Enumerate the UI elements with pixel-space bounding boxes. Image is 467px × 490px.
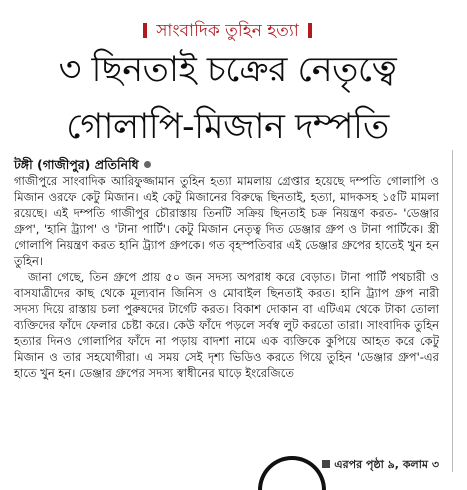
paragraph-2: জানা গেছে, তিন গ্রুপে প্রায় ৫০ জন সদস্য অপরাধ করে বেড়াত। টানা পার্টি পথচারী ও বাসযাত্রীদের কাছ থেকে মূল্যবান জিনিস ও মোবাইল ছিনতাই করত। হানি ট্র্যাপ গ্রুপ নারী সদস্য দিয়ে রাস্তায় চলা পুরুষদের টার্গেট করত। বিকাশ দোকান বা এটিএম থেকে টাকা তোলা ব্যক্তিদের ফাঁদে ফেলার চেষ্টা করে। কেউ ফাঁদে পড়লে সর্বস্ব লুট করতো তারা। সাংবাদিক তুহিন হত্যার দিনও গোলাপির ফাঁদে না পড়ায় বাদশা নামে এক ব্যক্তিকে কুপিয়ে আহত করে কেটু মিজান ও তার সহযোগীরা। এ সময় সেই দৃশ্য ভিডিও করতে গিয়ে তুহিন 'ডেঞ্জার গ্রুপ'-এর হাতে খুন হন। ডেঞ্জার গ্রুপের সদস্য স্বাধীনের ঘাড়ে ইংরেজিতে	[14, 270, 439, 380]
article-body	[14, 173, 439, 381]
cropped-letter-shape	[258, 456, 326, 490]
continuation-note	[322, 456, 439, 475]
continuation-text: এরপর পৃষ্ঠা ৯, কলাম ৩	[334, 458, 439, 471]
next-headline-fragment	[258, 448, 328, 472]
headline-line-2: গোলাপি-মিজান দম্পতি	[66, 107, 389, 147]
kicker-right-bar	[308, 23, 312, 38]
kicker-line	[0, 18, 455, 46]
kicker-left-bar	[143, 23, 147, 38]
adjacent-column-edge	[446, 150, 467, 472]
paragraph-1: গাজীপুরে সাংবাদিক আরিফুজ্জামান তুহিন হত্যা মামলায় গ্রেপ্তার হয়েছে দম্পতি গোলাপি ও মিজান ওরফে কেটু মিজান। এই কেটু মিজানের বিরুদ্ধে ছিনতাই, হত্যা, মাদকসহ ১৫টি মামলা রয়েছে। এই দম্পতি গাজীপুর চৌরাস্তায় তিনটি সক্রিয় ছিনতাই চক্র নিয়ন্ত্রণ করত- 'ডেঞ্জার গ্রুপ', 'হানি ট্র্যাপ' ও 'টানা পার্টি'। কেটু মিজান নেতৃত্ব দিত ডেঞ্জার গ্রুপ ও টানা পার্টিকে। স্ত্রী গোলাপি নিয়ন্ত্রণ করত হানি ট্র্যাপ গ্রুপকে। গত বৃহস্পতিবার এই ডেঞ্জার গ্রুপের হাতেই খুন হন তুহিন।	[14, 174, 439, 268]
kicker-text: সাংবাদিক তুহিন হত্যা	[156, 21, 299, 41]
column-divider	[452, 150, 453, 472]
bullet-icon	[144, 161, 151, 168]
headline-line-1: ৩ ছিনতাই চক্রের নেতৃত্বে	[58, 50, 397, 90]
byline-text: টঙ্গী (গাজীপুর) প্রতিনিধি	[14, 157, 139, 172]
